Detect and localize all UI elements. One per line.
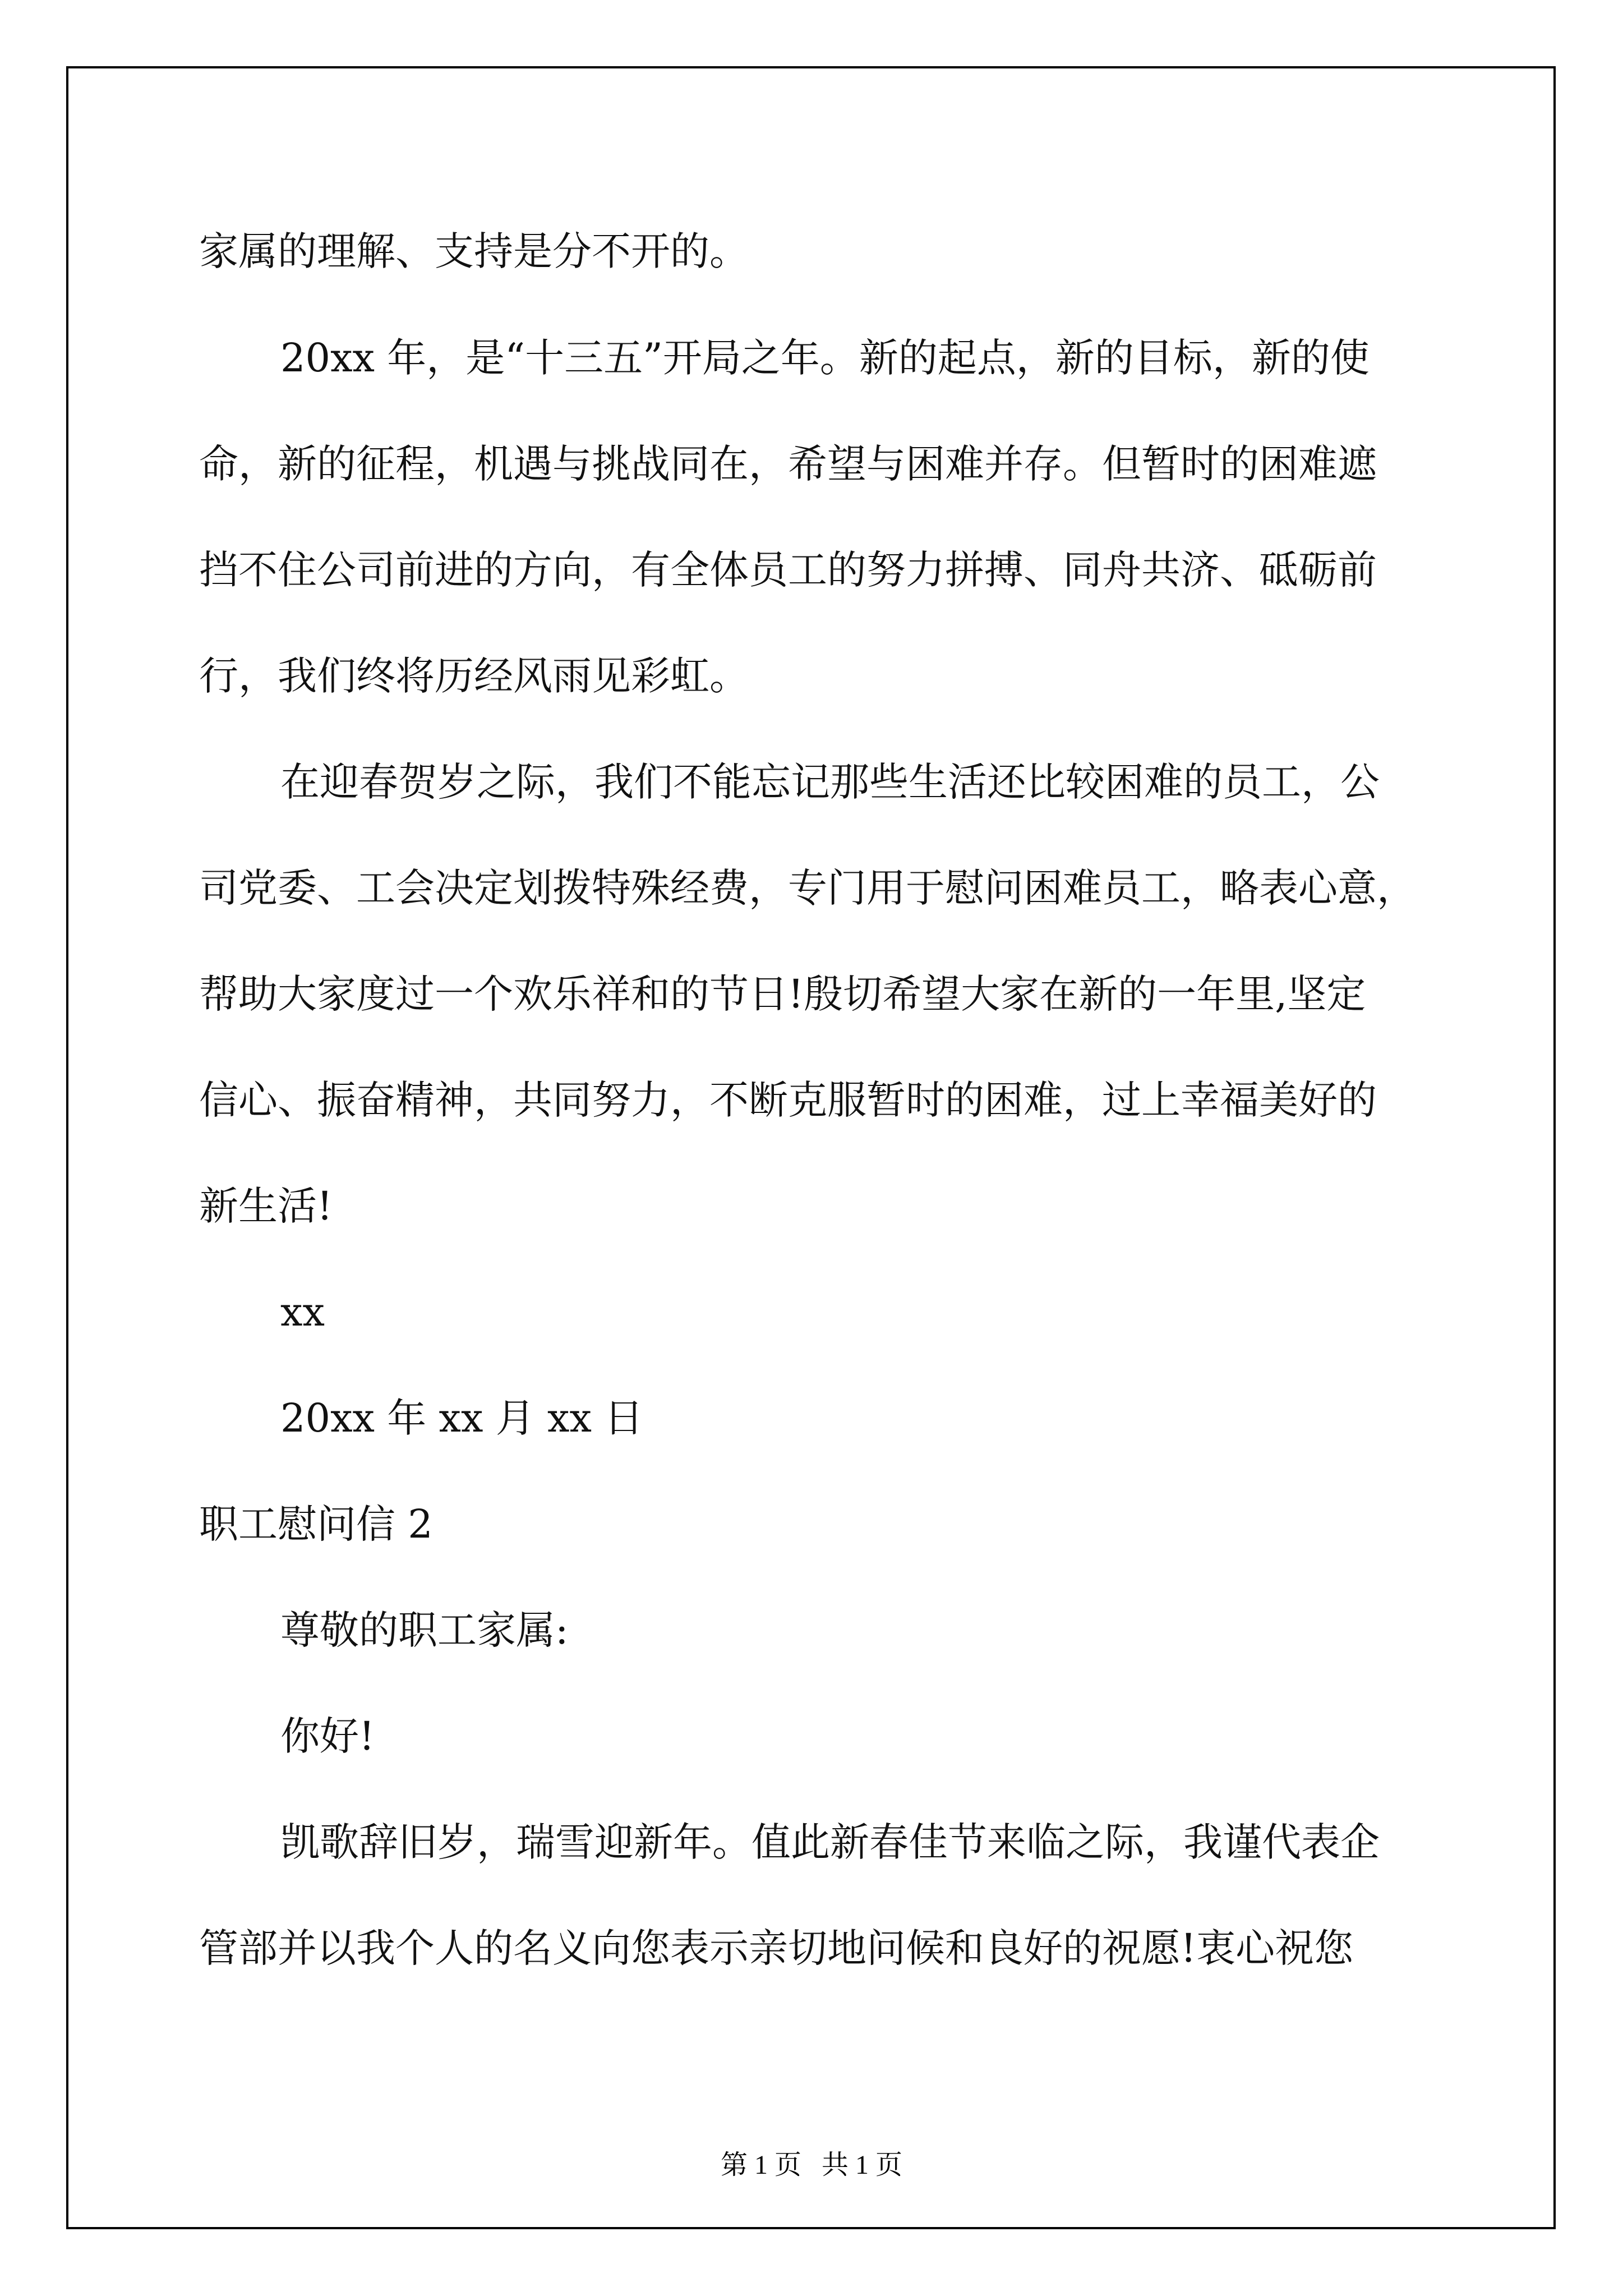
paragraph-line: 信心、振奋精神，共同努力，不断克服暂时的困难，过上幸福美好的 <box>199 1077 1377 1123</box>
signature-date: 20xx 年 xx 月 xx 日 <box>280 1395 644 1441</box>
paragraph-line: 家属的理解、支持是分不开的。 <box>199 228 749 274</box>
paragraph-line: 在迎春贺岁之际，我们不能忘记那些生活还比较困难的员工，公 <box>280 759 1380 805</box>
salutation: 尊敬的职工家属: <box>280 1607 569 1653</box>
page-footer: 第 1 页 共 1 页 <box>720 2150 902 2180</box>
greeting: 你好! <box>280 1713 375 1759</box>
paragraph-line: 新生活! <box>199 1183 333 1229</box>
paragraph-line: 挡不住公司前进的方向，有全体员工的努力拼搏、同舟共济、砥砺前 <box>199 547 1377 593</box>
paragraph-line: 行，我们终将历经风雨见彩虹。 <box>199 653 749 699</box>
section-heading: 职工慰问信 2 <box>199 1501 433 1547</box>
paragraph-line: 帮助大家度过一个欢乐祥和的节日!殷切希望大家在新的一年里,坚定 <box>199 971 1366 1017</box>
page-border <box>66 66 1556 2229</box>
paragraph-line: 命，新的征程，机遇与挑战同在，希望与困难并存。但暂时的困难遮 <box>199 441 1377 487</box>
paragraph-line: 管部并以我个人的名义向您表示亲切地问候和良好的祝愿!衷心祝您 <box>199 1925 1354 1971</box>
signature-name: xx <box>280 1289 325 1335</box>
paragraph-line: 司党委、工会决定划拨特殊经费，专门用于慰问困难员工，略表心意， <box>199 865 1416 911</box>
paragraph-line: 20xx 年，是“十三五”开局之年。新的起点，新的目标，新的使 <box>280 335 1370 381</box>
paragraph-line: 凯歌辞旧岁，瑞雪迎新年。值此新春佳节来临之际，我谨代表企 <box>280 1819 1380 1865</box>
